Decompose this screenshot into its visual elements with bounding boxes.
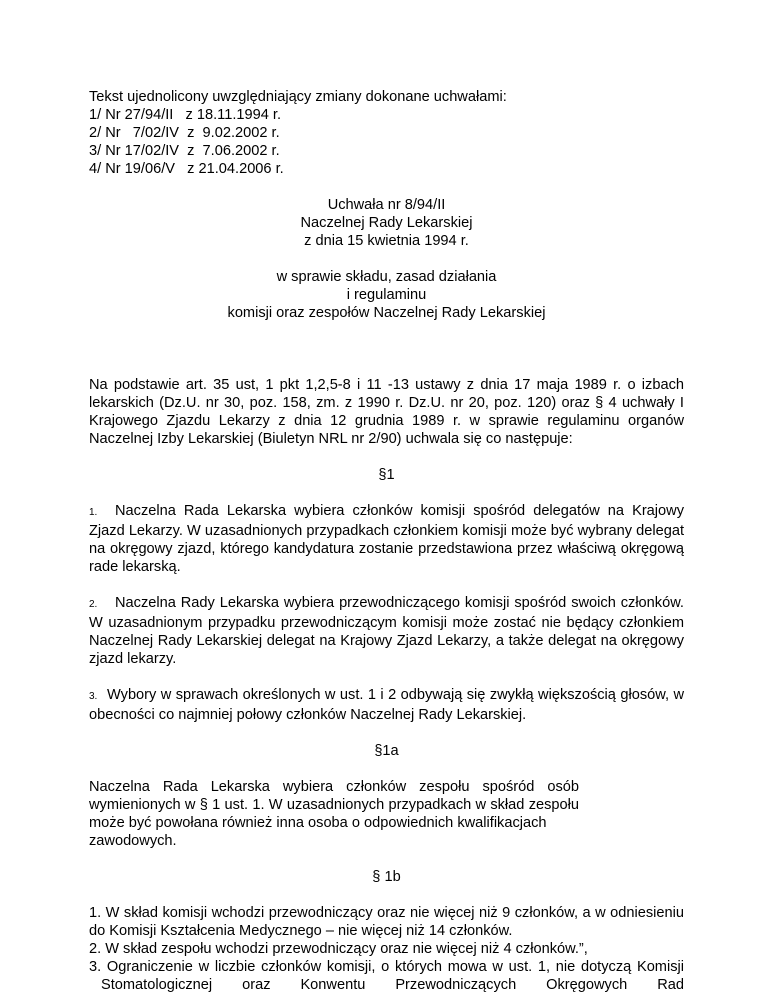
subject-line: i regulaminu <box>346 287 427 303</box>
resolution-title <box>89 196 684 250</box>
section-heading: § 1b <box>372 869 401 885</box>
section-1-paragraph-3: 3. Wybory w sprawach określonych w ust. 1 i 2 odbywają się zwykłą większością głosów, w obecności co najmniej połowy członków Naczelnej Rady Lekarskiej. <box>89 687 684 723</box>
section-heading: §1a <box>374 743 399 759</box>
subject-line: komisji oraz zespołów Naczelnej Rady Lekarskiej <box>227 305 546 321</box>
list-item: 3. Ograniczenie w liczbie członków komisji, o których mowa w ust. 1, nie dotyczą Komisji Stomatologicznej oraz Konwentu Przewodniczących Okręgowych Rad <box>89 959 684 993</box>
section-1-paragraph-1: 1. Naczelna Rada Lekarska wybiera członków komisji spośród delegatów na Krajowy Zjazd Lekarzy. W uzasadnionych przypadkach członkiem komisji może być wybrany delegat na okręgowy zjazd, którego kandydatura zostanie przedstawiona przez właściwą okręgową rade lekarską. <box>89 503 684 575</box>
section-1b-list <box>89 904 684 994</box>
paragraph-number: 3. <box>89 691 98 702</box>
amendment-item: 3/ Nr 17/02/IV z 7.06.2002 r. <box>89 143 280 159</box>
amendments-header <box>89 88 684 178</box>
amendment-item: 1/ Nr 27/94/II z 18.11.1994 r. <box>89 107 281 123</box>
paragraph-number: 1. <box>89 507 98 518</box>
paragraph-number: 2. <box>89 599 98 610</box>
title-line: Uchwała nr 8/94/II <box>327 197 446 213</box>
section-heading: §1 <box>378 467 395 483</box>
section-1a-paragraph-end: zawodowych. <box>89 833 177 849</box>
section-1a-paragraph: Naczelna Rada Lekarska wybiera członków zespołu spośród osób wymienionych w § 1 ust. 1. W uzasadnionych przypadkach w skład zespołu może być powołana również inna osoba o odpowiednich kwalifikacjach <box>89 779 579 831</box>
list-item: 2. W skład zespołu wchodzi przewodniczący oraz nie więcej niż 4 członków.”, <box>89 941 588 957</box>
title-line: z dnia 15 kwietnia 1994 r. <box>304 233 469 249</box>
title-line: Naczelnej Rady Lekarskiej <box>300 215 473 231</box>
amendment-item: 4/ Nr 19/06/V z 21.04.2006 r. <box>89 161 284 177</box>
resolution-subject <box>89 268 684 322</box>
preamble: Na podstawie art. 35 ust, 1 pkt 1,2,5-8 i 11 -13 ustawy z dnia 17 maja 1989 r. o izbach lekarskich (Dz.U. nr 30, poz. 158, zm. z 1990 r. Dz.U. nr 20, poz. 120) oraz § 4 uchwały I Krajowego Zjazdu Lekarzy z dnia 12 grudnia 1989 r. w sprawie regulaminu organów Naczelnej Izby Lekarskiej (Biuletyn NRL nr 2/90) uchwala się co następuje: <box>89 377 684 447</box>
amendment-item: 2/ Nr 7/02/IV z 9.02.2002 r. <box>89 125 280 141</box>
list-item: 1. W skład komisji wchodzi przewodniczący oraz nie więcej niż 9 członków, a w odniesieniu do Komisji Kształcenia Medycznego – nie więcej niż 14 członków. <box>89 905 684 939</box>
subject-line: w sprawie składu, zasad działania <box>276 269 497 285</box>
section-1-paragraph-2: 2. Naczelna Rady Lekarska wybiera przewodniczącego komisji spośród swoich członków. W uzasadnionym przypadku przewodniczącym komisji może zostać nie będący członkiem Naczelnej Rady Lekarskiej delegat na Krajowy Zjazd Lekarzy, a także delegat na okręgowy zjazd lekarzy. <box>89 595 684 667</box>
amendments-intro: Tekst ujednolicony uwzględniający zmiany dokonane uchwałami: <box>89 89 507 105</box>
document-page <box>89 88 684 994</box>
